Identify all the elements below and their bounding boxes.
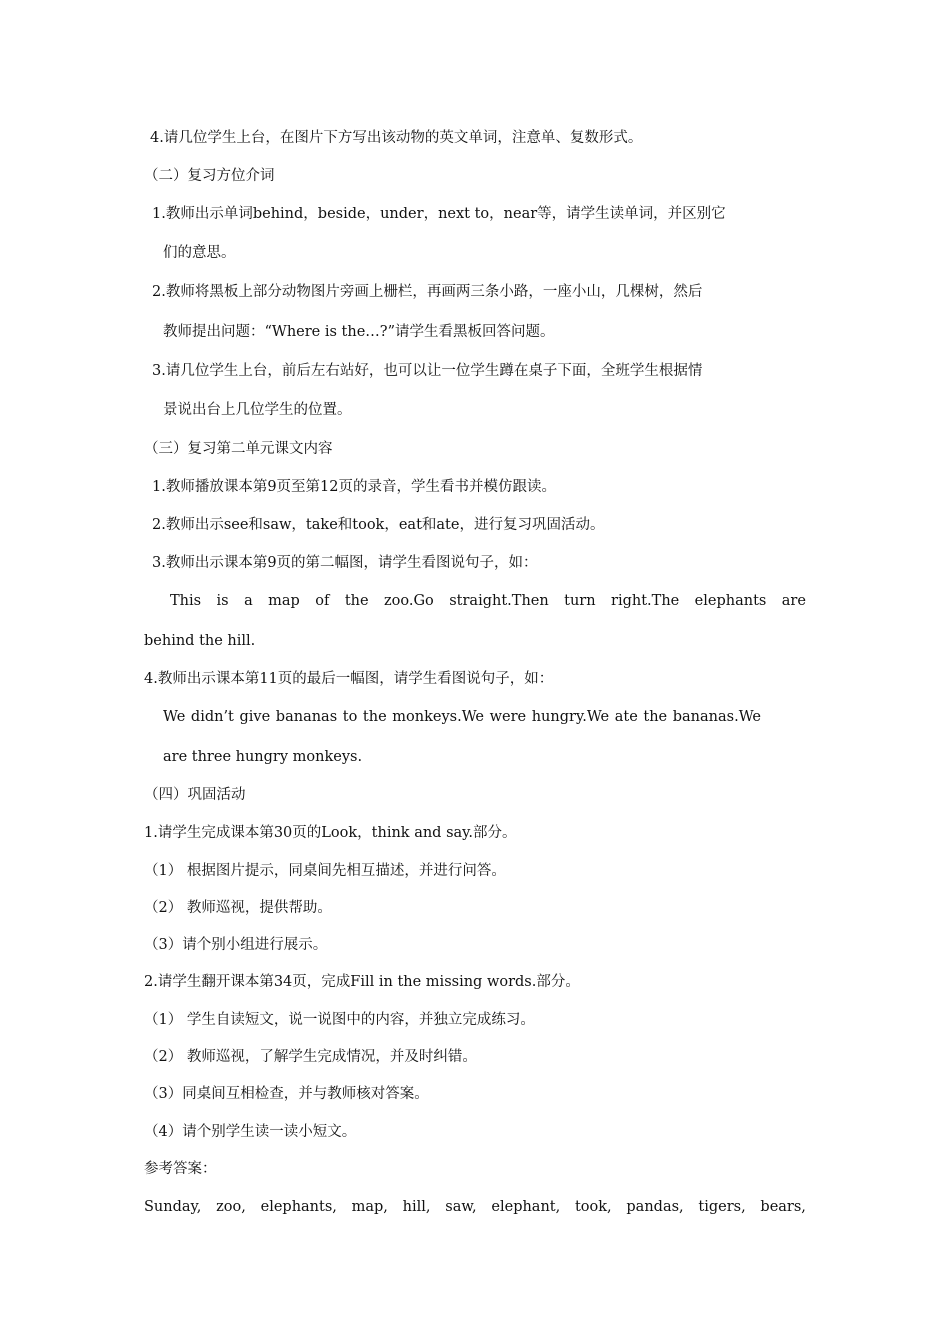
text-line: （4）请个别学生读一读小短文。 — [144, 1124, 357, 1140]
text-line: 1.教师出示单词behind，beside，under，next to，near等，请学生读单词，并区别它 — [152, 206, 726, 222]
text-line: 2.请学生翻开课本第34页，完成Fill in the missing words.部分。 — [144, 974, 580, 990]
word: saw, — [445, 1199, 477, 1215]
text-line: （2） 教师巡视，提供帮助。 — [144, 900, 332, 916]
text-line: 1.教师播放课本第9页至第12页的录音，学生看书并模仿跟读。 — [152, 479, 557, 495]
word: of — [315, 593, 330, 609]
section-heading: （三）复习第二单元课文内容 — [144, 441, 333, 457]
text-line: 3.请几位学生上台，前后左右站好，也可以让一位学生蹲在桌子下面，全班学生根据情 — [152, 363, 703, 379]
word: tigers, — [698, 1199, 746, 1215]
text-line: （3）同桌间互相检查，并与教师核对答案。 — [144, 1086, 429, 1102]
word: map — [268, 593, 300, 609]
text-line: 2.教师出示see和saw，take和took，eat和ate，进行复习巩固活动。 — [152, 517, 605, 533]
answer-line — [144, 1197, 806, 1217]
text-line: （2） 教师巡视，了解学生完成情况，并及时纠错。 — [144, 1049, 477, 1065]
word: Sunday, — [144, 1199, 202, 1215]
text-line: 4.请几位学生上台，在图片下方写出该动物的英文单词，注意单、复数形式。 — [150, 130, 643, 146]
word: This — [170, 593, 202, 609]
word: elephant, — [491, 1199, 561, 1215]
text-line: 们的意思。 — [163, 245, 236, 261]
word: elephants, — [260, 1199, 337, 1215]
word: bears, — [760, 1199, 806, 1215]
word: straight.Then — [449, 593, 549, 609]
word: zoo.Go — [384, 593, 434, 609]
text-line: 参考答案： — [144, 1161, 217, 1177]
text-line: 4.教师出示课本第11页的最后一幅图，请学生看图说句子，如： — [144, 671, 554, 687]
text-line: 1.请学生完成课本第30页的Look，think and say.部分。 — [144, 825, 517, 841]
word: is — [216, 593, 229, 609]
text-line: 教师提出问题：“Where is the…?”请学生看黑板回答问题。 — [163, 324, 555, 340]
text-line: （1） 学生自读短文，说一说图中的内容，并独立完成练习。 — [144, 1012, 535, 1028]
text-line: 2.教师将黑板上部分动物图片旁画上栅栏，再画两三条小路，一座小山，几棵树，然后 — [152, 284, 703, 300]
text-line: We didn’t give bananas to the monkeys.We were hungry.We ate the bananas.We — [163, 709, 761, 725]
text-line: behind the hill. — [144, 633, 256, 649]
word: hill, — [402, 1199, 431, 1215]
word: turn — [564, 593, 596, 609]
text-line: （1） 根据图片提示，同桌间先相互描述，并进行问答。 — [144, 863, 506, 879]
justified-line — [170, 591, 806, 611]
word: are — [781, 593, 806, 609]
section-heading: （四）巩固活动 — [144, 787, 246, 803]
section-heading: （二）复习方位介词 — [144, 168, 275, 184]
text-line: （3）请个别小组进行展示。 — [144, 937, 328, 953]
word: took, — [574, 1199, 612, 1215]
word: map, — [351, 1199, 388, 1215]
word: a — [244, 593, 253, 609]
word: zoo, — [216, 1199, 246, 1215]
word: elephants — [694, 593, 767, 609]
text-line: 景说出台上几位学生的位置。 — [163, 402, 352, 418]
word: pandas, — [626, 1199, 684, 1215]
text-line: 3.教师出示课本第9页的第二幅图，请学生看图说句子，如： — [152, 555, 538, 571]
text-line: are three hungry monkeys. — [163, 749, 363, 765]
word: right.The — [611, 593, 680, 609]
word: the — [344, 593, 369, 609]
